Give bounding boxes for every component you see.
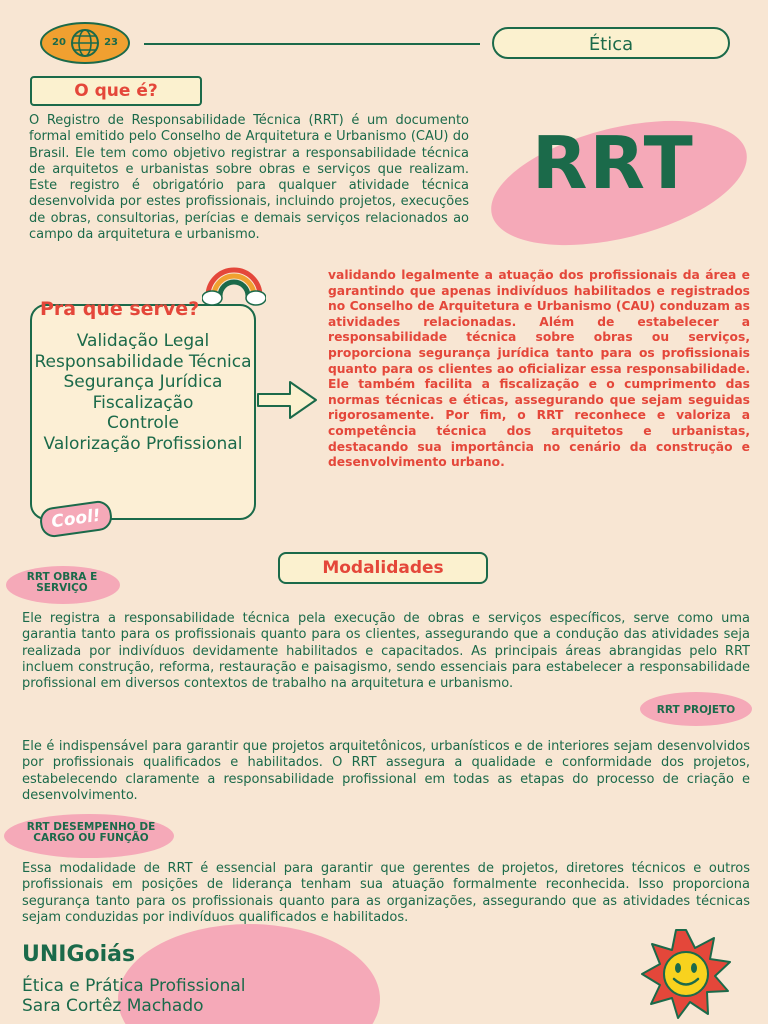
what-is-heading bbox=[30, 76, 202, 106]
modality-label-cargo: RRT DESEMPENHO DE CARGO OU FUNÇÃO bbox=[26, 821, 156, 844]
badge-left-text: 20 bbox=[52, 37, 66, 48]
modalities-heading-text: Modalidades bbox=[322, 558, 444, 578]
purpose-heading: Pra que serve? bbox=[40, 298, 200, 320]
what-is-heading-text: O que é? bbox=[74, 81, 158, 101]
footer-course: Ética e Prática Profissional bbox=[22, 976, 246, 996]
purpose-item: Validação Legal bbox=[76, 331, 210, 351]
modality-text-obra: Ele registra a responsabilidade técnica pela execução de obras e serviços específicos, serve como uma garantia tanto para os profissionais quanto para os clientes, assegurando que a condução das atividades seja realizada por indivíduos devidamente habilitados e capacitados. As principais áreas abrangidas pelo RRT incluem construção, reforma, restauração e paisagismo, sendo essenciais para estabelecer a responsabilidade profissional em diversos contextos de trabalho na arquitetura e urbanismo. bbox=[22, 611, 750, 692]
what-is-paragraph: O Registro de Responsabilidade Técnica (RRT) é um documento formal emitido pelo Conselho de Arquitetura e Urbanismo (CAU) do Brasil. Ele tem como objetivo registrar a responsabilidade técnica de arquitetos e urbanistas sobre obras e serviços que realizam. Este registro é obrigatório para qualquer atividade técnica desenvolvida por estes profissionais, incluindo projetos, execuções de obras, consultorias, perícias e demais serviços relacionados ao campo da arquitetura e urbanismo. bbox=[29, 113, 469, 243]
page-title: RRT bbox=[532, 121, 695, 205]
purpose-list bbox=[32, 331, 254, 454]
footer-institution: UNIGoiás bbox=[22, 942, 136, 967]
purpose-item: Responsabilidade Técnica bbox=[34, 351, 252, 372]
globe-icon bbox=[70, 28, 100, 58]
purpose-item: Segurança Jurídica bbox=[63, 372, 223, 392]
arrow-right-icon bbox=[254, 376, 320, 424]
footer-author: Sara Cortêz Machado bbox=[22, 996, 204, 1016]
modality-text-projeto: Ele é indispensável para garantir que projetos arquitetônicos, urbanísticos e de interiores sejam desenvolvidos por profissionais qualificados e habilitados. O RRT assegura a qualidade e conformidade dos projetos, estabelecendo claramente a responsabilidade profissional em todas as etapas do processo de criação e desenvolvimento. bbox=[22, 739, 750, 803]
cool-sticker-text: Cool! bbox=[50, 505, 102, 533]
modality-text-cargo: Essa modalidade de RRT é essencial para garantir que gerentes de projetos, diretores técnicos e outros profissionais em posições de liderança tenham sua atuação formalmente reconhecida. Isso proporciona segurança tanto para os profissionais quanto para as organizações, assegurando que as atividades técnicas sejam conduzidas por indivíduos qualificados e habilitados. bbox=[22, 861, 750, 925]
header-divider bbox=[144, 43, 480, 45]
modality-label-obra: RRT OBRA E SERVIÇO bbox=[26, 571, 98, 594]
purpose-description: validando legalmente a atuação dos profissionais da área e garantindo que apenas indivíduos habilitados e registrados no Conselho de Arquitetura e Urbanismo (CAU) conduzam as atividades relacionadas. Além de estabelecer a responsabilidade técnica sobre obras ou serviços, proporciona segurança jurídica tanto para os profissionais quanto para os clientes ao oficializar essa responsabilidade. Ele também facilita a fiscalização e o cumprimento das normas técnicas e éticas, assegurando que sejam seguidas rigorosamente. Por fim, o RRT reconhece e valoriza a competência técnica dos arquitetos e urbanistas, destacando sua importância no cenário da construção e desenvolvimento urbano. bbox=[328, 268, 750, 470]
year-badge bbox=[40, 22, 130, 64]
smiley-sun-icon bbox=[640, 928, 732, 1020]
purpose-item: Fiscalização bbox=[92, 392, 194, 413]
modalities-heading bbox=[278, 552, 488, 584]
modality-label-projeto: RRT PROJETO bbox=[656, 704, 736, 716]
badge-right-text: 23 bbox=[104, 37, 118, 48]
topic-pill bbox=[492, 27, 730, 59]
rainbow-icon bbox=[202, 262, 266, 306]
purpose-item: Controle bbox=[107, 413, 179, 433]
topic-label: Ética bbox=[588, 34, 634, 55]
purpose-item: Valorização Profissional bbox=[43, 433, 243, 454]
